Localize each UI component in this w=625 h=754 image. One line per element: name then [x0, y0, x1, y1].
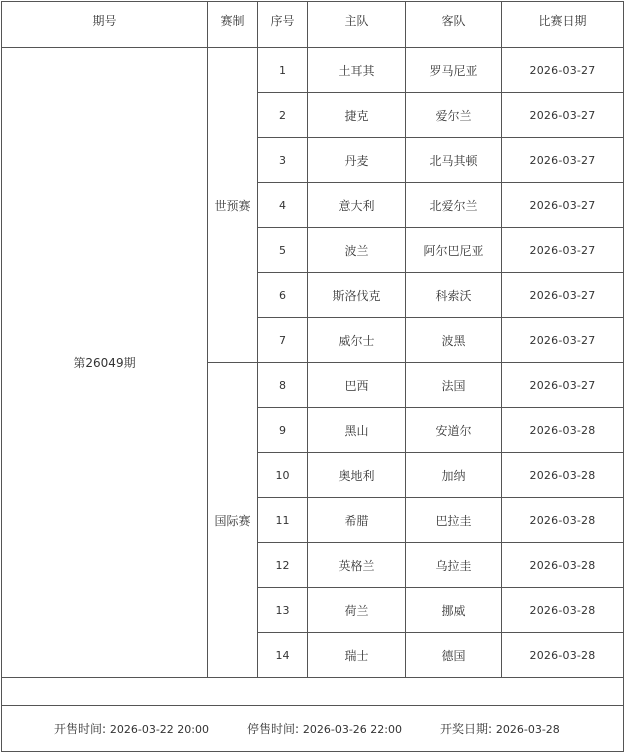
- header-away-team: 客队: [406, 2, 502, 48]
- home-team-cell: 丹麦: [308, 138, 406, 183]
- match-date-cell: 2026-03-28: [502, 408, 624, 453]
- match-date-cell: 2026-03-28: [502, 588, 624, 633]
- seq-cell: 7: [258, 318, 308, 363]
- seq-cell: 8: [258, 363, 308, 408]
- sale-start-item: [54, 720, 209, 737]
- away-team-cell: 安道尔: [406, 408, 502, 453]
- draw-date-item: [440, 720, 560, 737]
- seq-cell: 3: [258, 138, 308, 183]
- header-competition: 赛制: [208, 2, 258, 48]
- match-date-cell: 2026-03-28: [502, 453, 624, 498]
- match-date-cell: 2026-03-27: [502, 273, 624, 318]
- match-date-cell: 2026-03-27: [502, 138, 624, 183]
- blank-cell: [2, 678, 624, 706]
- home-team-cell: 奥地利: [308, 453, 406, 498]
- home-team-cell: 巴西: [308, 363, 406, 408]
- seq-cell: 6: [258, 273, 308, 318]
- sale-start-value: 2026-03-22 20:00: [109, 723, 209, 736]
- match-schedule-table: [1, 1, 624, 752]
- header-row: [2, 2, 624, 48]
- seq-cell: 12: [258, 543, 308, 588]
- header-match-date: 比赛日期: [502, 2, 624, 48]
- away-team-cell: 法国: [406, 363, 502, 408]
- home-team-cell: 意大利: [308, 183, 406, 228]
- sale-stop-item: [247, 720, 402, 737]
- header-home-team: 主队: [308, 2, 406, 48]
- header-seq: 序号: [258, 2, 308, 48]
- away-team-cell: 乌拉圭: [406, 543, 502, 588]
- seq-cell: 2: [258, 93, 308, 138]
- match-date-cell: 2026-03-27: [502, 93, 624, 138]
- seq-cell: 11: [258, 498, 308, 543]
- home-team-cell: 波兰: [308, 228, 406, 273]
- match-date-cell: 2026-03-28: [502, 498, 624, 543]
- schedule-sheet: [1, 1, 623, 752]
- away-team-cell: 德国: [406, 633, 502, 678]
- match-date-cell: 2026-03-27: [502, 363, 624, 408]
- seq-cell: 13: [258, 588, 308, 633]
- competition-cell: 世预赛: [208, 48, 258, 363]
- away-team-cell: 北马其顿: [406, 138, 502, 183]
- sale-stop-value: 2026-03-26 22:00: [302, 723, 402, 736]
- home-team-cell: 威尔士: [308, 318, 406, 363]
- seq-cell: 14: [258, 633, 308, 678]
- period-cell: 第26049期: [2, 48, 208, 678]
- seq-cell: 5: [258, 228, 308, 273]
- away-team-cell: 加纳: [406, 453, 502, 498]
- away-team-cell: 爱尔兰: [406, 93, 502, 138]
- sale-stop-label: 停售时间:: [247, 722, 300, 736]
- seq-cell: 1: [258, 48, 308, 93]
- seq-cell: 9: [258, 408, 308, 453]
- draw-date-label: 开奖日期:: [440, 722, 493, 736]
- away-team-cell: 波黑: [406, 318, 502, 363]
- away-team-cell: 巴拉圭: [406, 498, 502, 543]
- match-date-cell: 2026-03-27: [502, 48, 624, 93]
- sale-start-label: 开售时间:: [54, 722, 107, 736]
- header-period: 期号: [2, 2, 208, 48]
- seq-cell: 4: [258, 183, 308, 228]
- competition-cell: 国际赛: [208, 363, 258, 678]
- match-date-cell: 2026-03-28: [502, 543, 624, 588]
- match-date-cell: 2026-03-27: [502, 183, 624, 228]
- footer-row: [2, 706, 624, 752]
- home-team-cell: 斯洛伐克: [308, 273, 406, 318]
- match-date-cell: 2026-03-28: [502, 633, 624, 678]
- away-team-cell: 科索沃: [406, 273, 502, 318]
- away-team-cell: 北爱尔兰: [406, 183, 502, 228]
- away-team-cell: 阿尔巴尼亚: [406, 228, 502, 273]
- away-team-cell: 罗马尼亚: [406, 48, 502, 93]
- away-team-cell: 挪威: [406, 588, 502, 633]
- draw-date-value: 2026-03-28: [495, 723, 560, 736]
- home-team-cell: 英格兰: [308, 543, 406, 588]
- match-date-cell: 2026-03-27: [502, 228, 624, 273]
- seq-cell: 10: [258, 453, 308, 498]
- home-team-cell: 希腊: [308, 498, 406, 543]
- match-row: [2, 48, 624, 93]
- home-team-cell: 荷兰: [308, 588, 406, 633]
- home-team-cell: 瑞士: [308, 633, 406, 678]
- match-date-cell: 2026-03-27: [502, 318, 624, 363]
- home-team-cell: 黑山: [308, 408, 406, 453]
- footer-cell: [2, 706, 624, 752]
- home-team-cell: 土耳其: [308, 48, 406, 93]
- home-team-cell: 捷克: [308, 93, 406, 138]
- blank-row: [2, 678, 624, 706]
